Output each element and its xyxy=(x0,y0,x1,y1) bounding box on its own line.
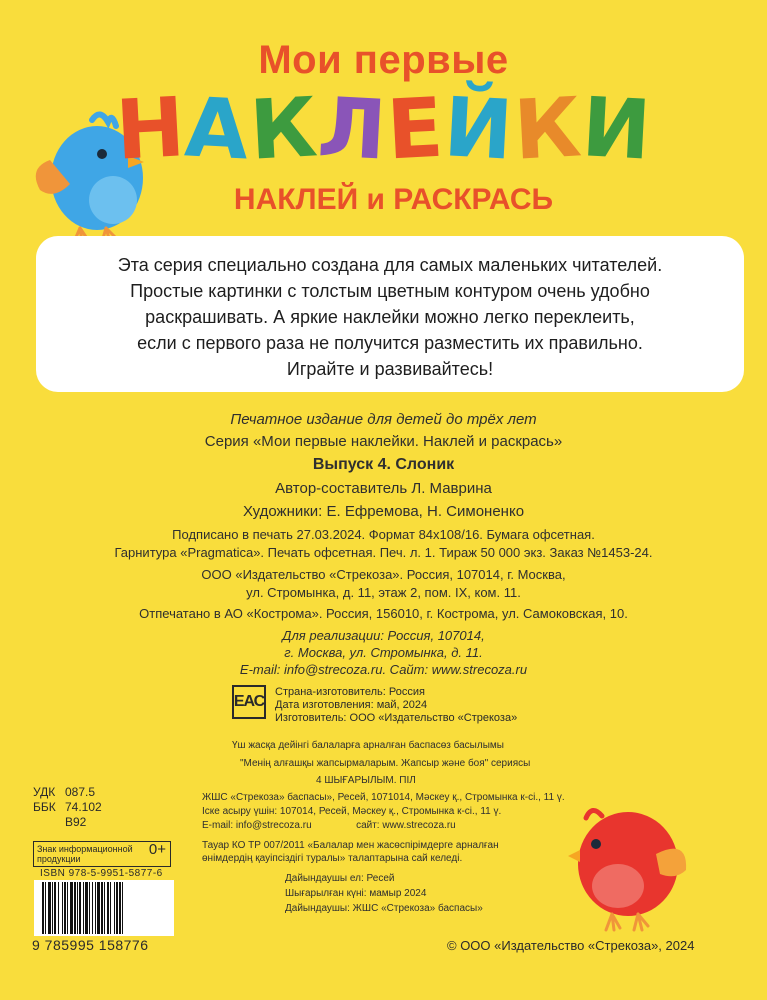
info-line: если с первого раза не получится разместить их правильно. xyxy=(137,333,643,353)
barcode-bar xyxy=(58,882,59,934)
barcode-bar xyxy=(74,882,76,934)
info-line: Простые картинки с толстым цветным контуром очень удобно xyxy=(130,281,650,301)
title-letter: К xyxy=(247,80,321,179)
series-top-title: Мои первые xyxy=(258,38,509,82)
kz-line: Үш жасқа дейінгі балаларға арналған баспасөз басылымы xyxy=(232,740,504,751)
barcode-bar xyxy=(62,882,63,934)
info-box xyxy=(36,236,744,392)
barcode-bar xyxy=(92,882,93,934)
classification-codes xyxy=(33,785,102,830)
eac-line: Изготовитель: ООО «Издательство «Стрекоза» xyxy=(275,712,518,724)
author-mark: В92 xyxy=(65,815,87,829)
barcode-bar xyxy=(110,882,111,934)
udk-label: УДК xyxy=(33,785,56,799)
title-letter: Е xyxy=(384,80,447,179)
rating-label: Знак информационной продукции xyxy=(37,844,133,864)
kz-line: 4 ШЫҒАРЫЛЫМ. ПІЛ xyxy=(316,775,416,786)
copyright: © ООО «Издательство «Стрекоза», 2024 xyxy=(447,938,695,953)
barcode-bar xyxy=(67,882,68,934)
edition-line: Печатное издание для детей до трёх лет xyxy=(230,411,537,428)
barcode-bar xyxy=(85,882,88,934)
barcode-bar xyxy=(97,882,100,934)
title-letter: К xyxy=(511,80,585,179)
subtitle: НАКЛЕЙ и РАСКРАСЬ xyxy=(233,183,554,216)
barcode-bar xyxy=(122,882,123,934)
eac-info xyxy=(275,686,517,725)
age-rating-box xyxy=(33,841,171,867)
issue-line: Выпуск 4. Слоник xyxy=(312,456,455,473)
udk-value: 087.5 xyxy=(65,785,96,799)
barcode-bar xyxy=(95,882,96,934)
publisher-1: ООО «Издательство «Стрекоза». Россия, 107014, г. Москва, xyxy=(201,567,566,582)
sales-2: г. Москва, ул. Стромынка, д. 11. xyxy=(284,645,483,660)
barcode-bar xyxy=(119,882,121,934)
eac-line: Дата изготовления: май, 2024 xyxy=(275,699,428,711)
barcode-bar xyxy=(70,882,73,934)
title-letter: Н xyxy=(113,80,188,179)
kz-line: "Менің алғашқы жапсырмаларым. Жапсыр және боя" сериясы xyxy=(240,758,531,769)
sales-3: E-mail: info@strecoza.ru. Сайт: www.strecoza.ru xyxy=(239,662,528,677)
title-letter: Й xyxy=(441,80,517,179)
series-line: Серия «Мои первые наклейки. Наклей и раскрась» xyxy=(204,433,563,450)
bbk-label: ББК xyxy=(33,800,56,814)
barcode xyxy=(34,880,174,936)
kz-line: Шығарылған күні: мамыр 2024 xyxy=(285,888,427,899)
barcode-bar xyxy=(45,882,46,934)
age-rating: 0+ xyxy=(148,841,166,858)
kz-line: өнімдердің қауіпсіздігі туралы» талаптарына сай келеді. xyxy=(202,853,463,864)
barcode-bar xyxy=(107,882,109,934)
eac-mark: ЕАС xyxy=(232,685,266,719)
barcode-bar xyxy=(77,882,78,934)
print-info-2: Гарнитура «Pragmatica». Печать офсетная. Печ. л. 1. Тираж 50 000 экз. Заказ №1453-24. xyxy=(114,545,653,560)
barcode-bar xyxy=(48,882,51,934)
barcode-bar xyxy=(64,882,66,934)
barcode-bar xyxy=(79,882,81,934)
info-line: Играйте и развивайтесь! xyxy=(286,359,494,379)
main-title xyxy=(0,82,767,177)
kz-line: E-mail: info@strecoza.ru сайт: www.strecoza.ru xyxy=(202,820,456,831)
info-line: Эта серия специально создана для самых маленьких читателей. xyxy=(117,255,663,275)
publisher-2: ул. Стромынка, д. 11, этаж 2, пом. IX, ком. 11. xyxy=(246,585,521,600)
barcode-number: 9 785995 158776 xyxy=(32,937,149,953)
barcode-bar xyxy=(52,882,53,934)
kz-line: ЖШС «Стрекоза» баспасы», Ресей, 1071014, Мәскеу қ., Стромынка к-сі., 11 ү. xyxy=(202,792,565,803)
barcode-bar xyxy=(116,882,118,934)
barcode-bar xyxy=(101,882,103,934)
barcode-bar xyxy=(54,882,56,934)
kz-line: Дайындаушы: ЖШС «Стрекоза» баспасы» xyxy=(285,903,483,914)
barcode-bar xyxy=(42,882,44,934)
barcode-bar xyxy=(83,882,84,934)
info-line: раскрашивать. А яркие наклейки можно легко переклеить, xyxy=(145,307,635,327)
author-line: Автор-составитель Л. Маврина xyxy=(275,480,492,497)
sales-1: Для реализации: Россия, 107014, xyxy=(282,628,485,643)
kz-line: Дайындаушы ел: Ресей xyxy=(285,873,395,884)
barcode-bar xyxy=(114,882,115,934)
title-letter: И xyxy=(579,80,654,179)
print-info-1: Подписано в печать 27.03.2024. Формат 84х108/16. Бумага офсетная. xyxy=(172,527,595,542)
kz-line: Іске асыру үшін: 107014, Ресей, Мәскеу қ., Стромынка к-сі., 11 ү. xyxy=(202,806,502,817)
red-bird-illustration xyxy=(568,800,708,940)
kz-line: Тауар КО ТР 007/2011 «Балалар мен жасөспірімдерге арналған xyxy=(202,840,499,851)
title-letter: А xyxy=(182,80,253,179)
bbk-value: 74.102 xyxy=(65,800,102,814)
title-letter: Л xyxy=(315,80,390,179)
barcode-bar xyxy=(104,882,105,934)
printed-at: Отпечатано в АО «Кострома». Россия, 156010, г. Кострома, ул. Самоковская, 10. xyxy=(139,606,628,621)
artists-line: Художники: Е. Ефремова, Н. Симоненко xyxy=(242,503,525,520)
barcode-bars xyxy=(38,882,170,936)
barcode-bar xyxy=(89,882,90,934)
isbn: ISBN 978-5-9951-5877-6 xyxy=(40,868,163,879)
eac-line: Страна-изготовитель: Россия xyxy=(275,686,425,698)
